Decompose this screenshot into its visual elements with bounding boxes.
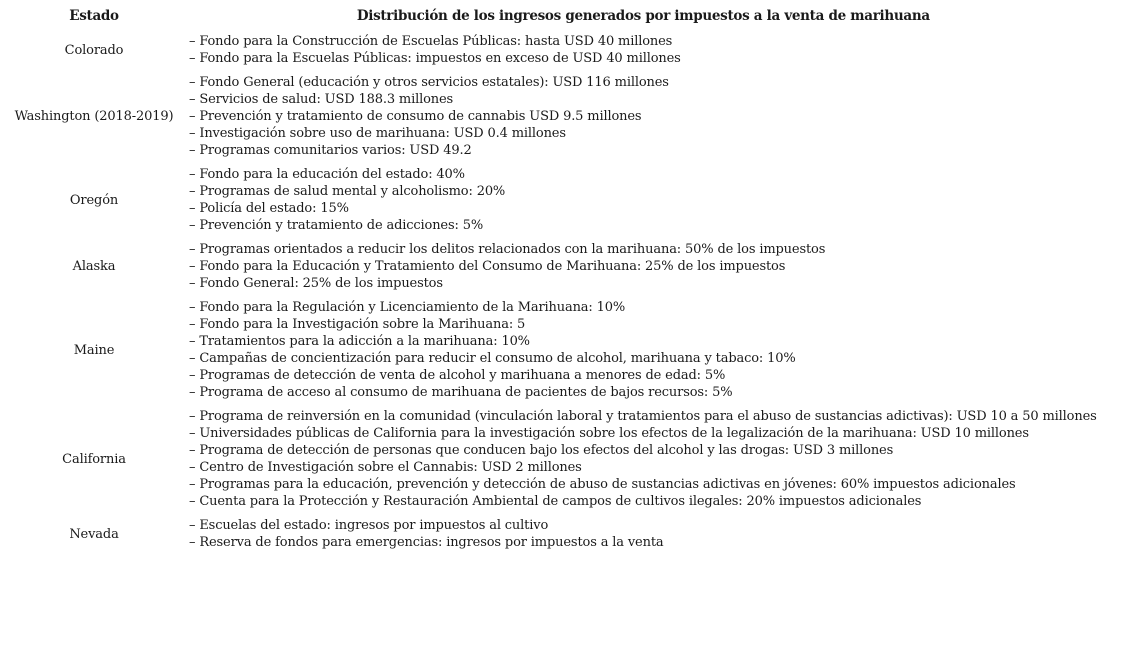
header-distribution: Distribución de los ingresos generados por impuestos a la venta de marihuana [356, 8, 930, 24]
distribution-item: – Campañas de concientización para reducir el consumo de alcohol, marihuana y tabaco: 10% [189, 351, 796, 366]
distribution-list [184, 74, 1097, 166]
distribution-item: – Fondo para la Investigación sobre la Marihuana: 5 [189, 317, 526, 332]
distribution-item: – Prevención y tratamiento de adicciones: 5% [189, 218, 484, 233]
header-state: Estado [69, 8, 119, 24]
distribution-item: – Fondo para la Construcción de Escuelas Públicas: hasta USD 40 millones [189, 34, 673, 49]
distribution-item: – Programa de detección de personas que conducen bajo los efectos del alcohol y las drogas: USD 3 millones [189, 443, 894, 458]
table-row [4, 517, 1097, 558]
distribution-item: – Universidades públicas de California para la investigación sobre los efectos de la legalización de la marihuana: USD 10 millones [189, 426, 1029, 441]
distribution-item: – Fondo para la educación del estado: 40% [189, 167, 465, 182]
table-header-row [4, 8, 1097, 33]
state-name: Alaska [72, 259, 116, 274]
table-row [4, 33, 1097, 74]
distribution-item: – Programas de salud mental y alcoholismo: 20% [189, 184, 506, 199]
distribution-item: – Fondo para la Regulación y Licenciamiento de la Marihuana: 10% [189, 300, 626, 315]
table-row [4, 74, 1097, 166]
table-row [4, 241, 1097, 299]
distribution-list [184, 33, 1097, 74]
distribution-list [184, 299, 1097, 408]
distribution-item: – Centro de Investigación sobre el Cannabis: USD 2 millones [189, 460, 582, 475]
distribution-item: – Investigación sobre uso de marihuana: USD 0.4 millones [189, 126, 566, 141]
distribution-item: – Programa de acceso al consumo de marihuana de pacientes de bajos recursos: 5% [189, 385, 733, 400]
distribution-item: – Policía del estado: 15% [189, 201, 349, 216]
state-name: California [62, 451, 126, 467]
table-row [4, 408, 1097, 517]
tax-distribution-table [4, 8, 1097, 558]
distribution-item: – Fondo para la Escuelas Públicas: impuestos en exceso de USD 40 millones [189, 51, 681, 66]
table-body [4, 33, 1097, 558]
distribution-item: – Servicios de salud: USD 188.3 millones [189, 92, 454, 107]
distribution-item: – Fondo General (educación y otros servicios estatales): USD 116 millones [189, 75, 669, 90]
state-name: Colorado [64, 42, 124, 58]
distribution-item: – Tratamientos para la adicción a la marihuana: 10% [189, 334, 530, 349]
distribution-list [184, 408, 1097, 517]
distribution-item: – Programas orientados a reducir los delitos relacionados con la marihuana: 50% de los impuestos [189, 242, 826, 257]
state-name: Oregón [69, 192, 119, 208]
table-row [4, 166, 1097, 241]
distribution-item: – Programa de reinversión en la comunidad (vinculación laboral y tratamientos para el abuso de sustancias adictivas): USD 10 a 50 millones [189, 409, 1097, 424]
state-name: Nevada [69, 526, 119, 542]
distribution-list [184, 166, 1097, 241]
distribution-item: – Programas para la educación, prevención y detección de abuso de sustancias adictivas en jóvenes: 60% impuestos adicionales [189, 477, 1016, 492]
state-name: Maine [73, 342, 115, 358]
distribution-list [184, 241, 1097, 299]
distribution-item: – Fondo General: 25% de los impuestos [189, 276, 443, 291]
distribution-list [184, 517, 1097, 558]
distribution-item: – Cuenta para la Protección y Restauración Ambiental de campos de cultivos ilegales: 20% impuestos adicionales [189, 494, 922, 509]
table-row [4, 299, 1097, 408]
distribution-item: – Programas comunitarios varios: USD 49.2 [189, 143, 472, 158]
state-name: Washington (2018-2019) [14, 109, 174, 124]
distribution-item: – Programas de detección de venta de alcohol y marihuana a menores de edad: 5% [189, 368, 726, 383]
distribution-item: – Prevención y tratamiento de consumo de cannabis USD 9.5 millones [189, 109, 642, 124]
distribution-item: – Escuelas del estado: ingresos por impuestos al cultivo [189, 518, 549, 533]
distribution-item: – Reserva de fondos para emergencias: ingresos por impuestos a la venta [189, 535, 664, 550]
distribution-item: – Fondo para la Educación y Tratamiento del Consumo de Marihuana: 25% de los impuestos [189, 259, 786, 274]
